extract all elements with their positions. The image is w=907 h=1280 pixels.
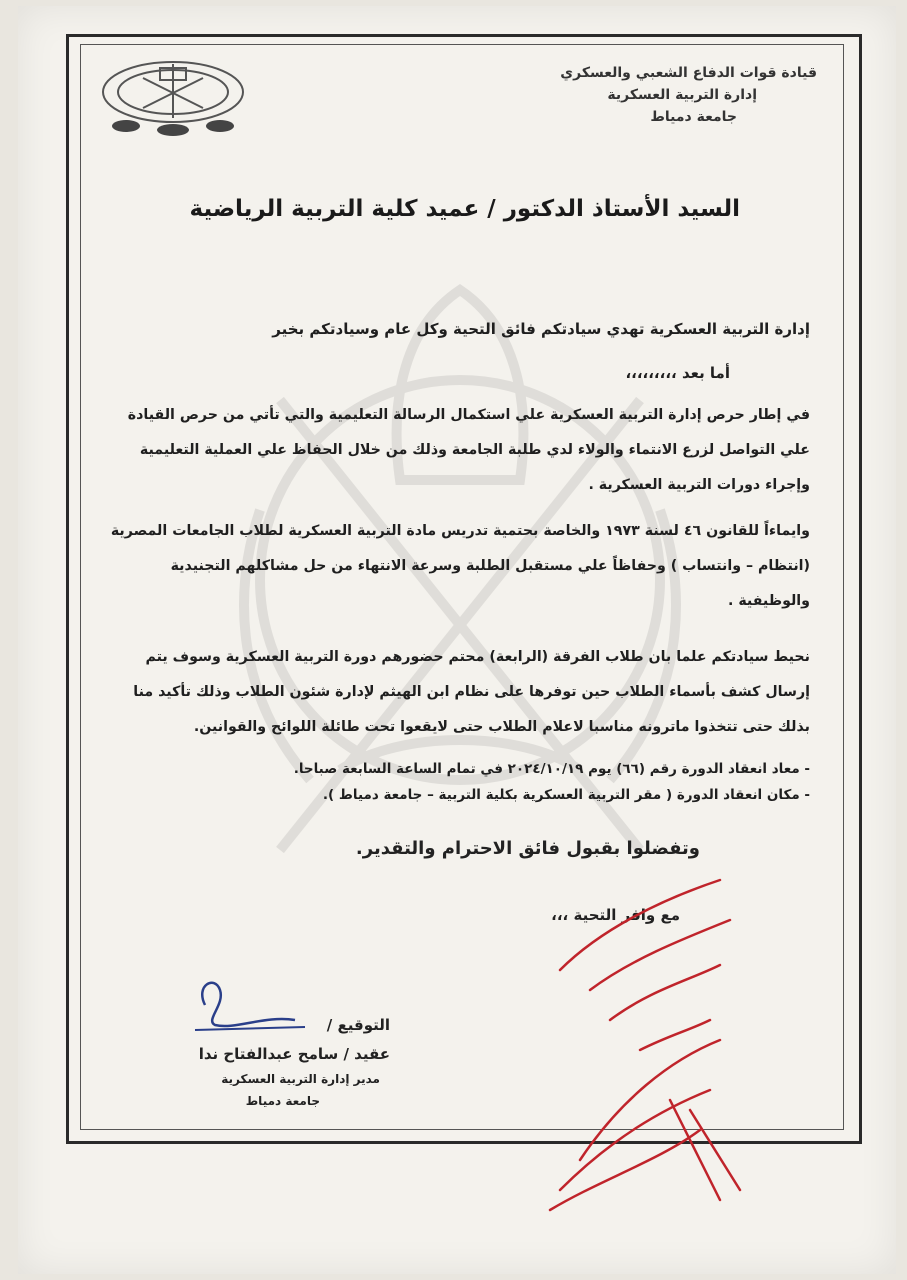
paragraph-notice: نحيط سيادتكم علما بان طلاب الفرقة (الرابعة) محتم حضورهم دورة التربية العسكرية وسوف يتم إرسال كشف بأسماء الطلاب حين توفرها على نظام ابن الهيثم لإدارة شئون الطلاب وذلك تأكيد منا بذلك حتى تتخذوا ماترونه مناسبا لاعلام الطلاب حتى لايقعوا تحت طائلة اللوائح والقوانين.: [133, 649, 810, 735]
course-date-item: - معاد انعقاد الدورة رقم (٦٦) يوم ٢٠٢٤/١٠/١٩ في تمام الساعة السابعة صباحا.: [293, 761, 810, 777]
signatory-title: مدير إدارة التربية العسكرية: [221, 1072, 380, 1086]
issuer-line-university: جامعة دمياط: [650, 109, 737, 125]
signature-block: [150, 1010, 390, 1112]
course-details: [110, 756, 810, 808]
issuer-line-command: قيادة قوات الدفاع الشعبي والعسكري: [560, 65, 817, 81]
greeting-line: إدارة التربية العسكرية تهدي سيادتكم فائق التحية وكل عام وسيادتكم بخير: [272, 320, 810, 338]
paragraph-purpose: في إطار حرص إدارة التربية العسكرية علي استكمال الرسالة التعليمية والتي تأتي من حرص القيادة علي التواصل لزرع الانتماء والولاء لدي طلبة الجامعة وذلك من خلال الحفاظ علي العملية التعليمية وإجراء دورات التربية العسكرية .: [127, 407, 810, 493]
course-location-item: - مكان انعقاد الدورة ( مقر التربية العسكرية بكلية التربية – جامعة دمياط ).: [322, 787, 810, 803]
regards-line: مع وافر التحية ،،،: [551, 906, 680, 924]
issuer-line-department: إدارة التربية العسكرية: [607, 87, 757, 103]
signatory-name: عقيد / سامح عبدالفتاح ندا: [198, 1045, 390, 1063]
amma-baad: أما بعد ،،،،،،،،،: [625, 364, 730, 382]
signatory-org: جامعة دمياط: [245, 1094, 320, 1108]
addressee-title: السيد الأستاذ الدكتور / عميد كلية التربية الرياضية: [189, 196, 740, 222]
closing-line: وتفضلوا بقبول فائق الاحترام والتقدير.: [355, 838, 700, 859]
signature-label: التوقيع /: [326, 1016, 390, 1034]
issuer-header: [517, 62, 817, 128]
emblem-logo-icon: [98, 58, 248, 138]
paragraph-law-reference: وايماءاً للقانون ٤٦ لسنة ١٩٧٣ والخاصة بحتمية تدريس مادة التربية العسكرية لطلاب الجامعات المصرية (انتظام – وانتساب ) وحفاظاً علي مستقبل الطلبة وسرعة الانتهاء من حل مشاكلهم التجنيدية والوظيفية .: [110, 523, 810, 609]
handwritten-annotation-icon: [520, 860, 750, 1230]
